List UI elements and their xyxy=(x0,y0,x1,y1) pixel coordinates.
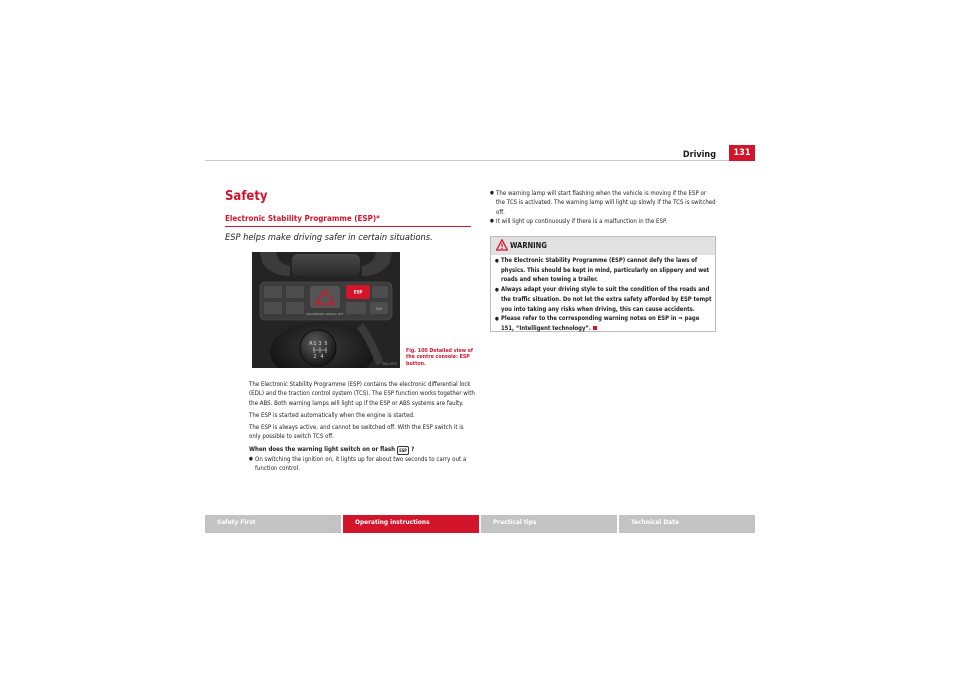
tab-technical-data[interactable]: Technical Data xyxy=(619,515,755,533)
body-paragraph: The ESP is started automatically when the engine is started. xyxy=(249,411,415,419)
bullet-item: ● It will light up continuously if there is a malfunction in the ESP. xyxy=(490,217,716,226)
question-text: When does the warning light switch on or flash xyxy=(249,445,396,453)
body-paragraph: The Electronic Stability Programme (ESP) contains the electronic differential lock (EDL) and the traction control system (TCS). The ESP function works together with the ABS. Both warning lamps will light up if the ESP or ABS systems are faulty. xyxy=(249,381,475,407)
header-chapter-title: Driving xyxy=(682,150,716,160)
left-column-body xyxy=(249,380,475,473)
page-number-badge: 131 xyxy=(729,145,755,161)
figure-caption: Fig. 100 Detailed view of the centre console: ESP button. xyxy=(406,348,473,367)
tab-safety-first[interactable]: Safety First xyxy=(205,515,341,533)
gear-5: 5 xyxy=(324,341,328,347)
right-column-body xyxy=(490,189,716,226)
gear-1: 1 xyxy=(313,341,317,347)
esp-warning-lamp-icon: ESP xyxy=(397,446,409,455)
centre-console-figure xyxy=(252,252,400,368)
subsection-title: Electronic Stability Programme (ESP)* xyxy=(225,214,380,223)
gear-r: R xyxy=(309,341,313,347)
warning-box xyxy=(490,236,716,332)
section-title: Safety xyxy=(225,189,268,204)
bullet-item: ● On switching the ignition on, it lights up for about two seconds to carry out a function control. xyxy=(249,455,475,474)
gear-3: 3 xyxy=(318,341,322,347)
warning-body xyxy=(495,257,713,335)
esp-button-label: ESP xyxy=(353,289,363,295)
gear-2: 2 xyxy=(313,354,317,360)
warning-label: WARNING xyxy=(510,241,547,250)
question-mark: ? xyxy=(411,445,415,453)
svg-text:PASSENGER AIRBAG OFF: PASSENGER AIRBAG OFF xyxy=(306,312,344,316)
warning-item-text: Please refer to the corresponding warning notes on ESP in ⇒ page 151, “Intelligent technology”. xyxy=(501,316,700,332)
lead-sentence: ESP helps make driving safer in certain situations. xyxy=(225,232,433,243)
figure-code: B6J-0039 xyxy=(382,362,397,366)
warning-item: ● Always adapt your driving style to suit the condition of the roads and the traffic situation. Do not let the extra safety afforded by ESP tempt you into taking any risks when driving, this can cause accidents. xyxy=(495,286,713,315)
body-paragraph: The ESP is always active, and cannot be switched off. With the ESP switch it is only possible to switch TCS off. xyxy=(249,424,464,441)
warning-header xyxy=(491,237,715,255)
warning-item-last xyxy=(495,315,713,334)
centre-console-illustration xyxy=(252,252,400,368)
gear-4: 4 xyxy=(320,354,324,360)
section-end-marker xyxy=(593,326,597,330)
header-rule xyxy=(205,160,755,161)
warning-item: ● The Electronic Stability Programme (ESP) cannot defy the laws of physics. This should be kept in mind, particularly on slippery and wet roads and when towing a trailer. xyxy=(495,257,713,286)
svg-text:AUX: AUX xyxy=(375,307,383,311)
warning-triangle-icon xyxy=(496,239,508,251)
question-heading xyxy=(249,445,475,455)
tab-practical-tips[interactable]: Practical tips xyxy=(481,515,617,533)
subsection-rule xyxy=(225,226,471,227)
tab-operating-instructions[interactable]: Operating instructions xyxy=(343,515,479,533)
bullet-item: ● The warning lamp will start flashing when the vehicle is moving if the ESP or the TCS is activated. The warning lamp will light up slowly if the TCS is switched off. xyxy=(490,189,716,217)
